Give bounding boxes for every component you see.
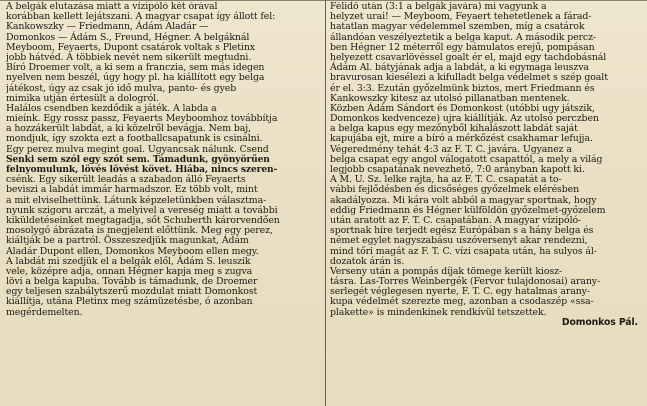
left-column-text-line: mieínk. Egy rossz passz, Feyaerts Meyboomhoz továbbítja (6, 113, 278, 125)
right-column-text-line: a belga kapus egy mezőnyből kihalászott labdát saját (330, 123, 578, 135)
left-column-text-line: kiküldetéseinket megtagadja, sőt Schuberth károrvendően (6, 214, 280, 226)
column-divider (325, 0, 326, 406)
left-column-text-line: megérdemelten. (6, 306, 83, 318)
left-column-text-line: a mit elviselhettünk. Látunk képzeletünkben választma- (6, 194, 267, 206)
left-column-text-line: A belgák elutazása miatt a vízipóló két órával (6, 2, 218, 12)
right-column-text-line: serlegét véglegesen nyerte, F. T. C. egy hatalmas arany- (330, 286, 590, 298)
right-column-text-line: Félidő után (3:1 a belgák javára) mi vagyunk a (330, 2, 547, 12)
right-column-text-line: német egylet nagyszabásu uszóversenyt akar rendezni, (330, 235, 588, 247)
right-column-text-line: vábbi fejlődésben és dicsőséges győzelmek elérésben (330, 184, 580, 196)
left-column-text-line: mosolygó ábrázata is megjelent előttünk. Meg egy perez, (6, 225, 273, 237)
left-column-text-line: Bíró Droemer volt, a ki sem a franczia, sem más idegen (6, 62, 265, 74)
left-column-text-line: A labdát mi szedjük el a belgák elől, Ádám S. leuszik (6, 255, 251, 267)
right-column-text-line: belga csapat egy angol válogatott csapattól, a mely a világ (330, 153, 603, 165)
left-column-text-line: a hozzákerült labdát, a ki közelről bevágja. Nem baj, (6, 123, 251, 135)
right-column-text-line: Domonkos kedvenceze) ujra kiállítják. Az utolsó perczben (330, 113, 599, 125)
right-column-text-line: ér el. 3:3. Ezután győzelmünk biztos, mert Friedmann és (330, 82, 595, 94)
right-column-text-line: kupa védelmét szerezte meg, azonban a csodaszép «ssa- (330, 296, 594, 308)
left-column-text-line: nyelven nem beszél, úgy hogy pl. ha kiállított egy belga (6, 72, 265, 84)
right-column-text-line: helyezett csavarlövéssel goalt ér el, majd egy tachdobásnál (330, 51, 607, 63)
left-column-text-line: Kankowszky — Friedmann, Ádám Aladár — (6, 21, 209, 33)
right-column-text-line: Végeredmény tehát 4:3 az F. T. C. javára. Ugyanez a (330, 143, 572, 155)
right-column-text-line: tásra. Las-Torres Weinbergék (Fervor tulajdonosai) arany- (330, 276, 601, 288)
right-column-text-line: plakette» is mindenkinek rendkívül tetszettek. (330, 306, 547, 318)
left-column-text-line: nyunk szigoru arczát, a melyivel a vereség miatt a további (6, 204, 278, 216)
right-column-text-line: Közben Ádám Sándort és Domonkost (utóbbi ugy játszik, (330, 102, 595, 114)
top-border (0, 0, 647, 1)
right-column-text-line: hatatlan magyar védelemmel szemben, míg a csatárok (330, 21, 585, 33)
left-column-text-line: korábban kellett lejátszani. A magyar csapat így állott fel: (6, 11, 276, 23)
left-column-text-line: Senki sem szól egy szót sem. Támadunk, gyönyörűen (6, 153, 270, 165)
left-column-text-line: Aladár Dupont ellen, Domonkos Meyboom ellen megy. (6, 245, 259, 257)
left-column-text-line: kiáltják be a partról. Összeszedjük magunkat, Ádám (6, 235, 249, 247)
right-column-text-line: sportnak híre terjedt egész Európában s a hány belga és (330, 225, 594, 237)
right-column-text-line: állandóan veszélyeztetik a belga kaput. A második percz- (330, 31, 596, 43)
right-column-text-line: akadályozza. Mi kára volt abból a magyar sportnak, hogy (330, 194, 597, 206)
left-column-text-line: Meyboom, Feyaerts, Dupont csatárok voltak s Pletinx (6, 41, 255, 53)
right-column-text-line: Ádám Al. bátyjának adja a labdát, a ki egymaga leuszva (330, 62, 589, 74)
left-column-text-line: Halálos csendben kezdődik a játék. A labda a (6, 102, 217, 114)
left-column-text-line: egy teljesen szabálytszerű mozdulat miatt Domonkost (6, 286, 258, 298)
right-column-text-line: kapujába ejt, mire a bíró a mérkőzést csakhamar lefujja. (330, 133, 593, 145)
right-column-text-line: helyzet urai! — Meyboom, Feyaert tehetetlenek a fárad- (330, 11, 592, 23)
left-column-text-line: vele, középre adja, onnan Hégner kapja meg s zugva (6, 265, 253, 277)
right-column-text-line: Verseny után a pompás díjak tömege került kiosz- (330, 265, 562, 277)
right-column-text-line: Kankowszky kitesz az utolsó pillanatban mentenek. (330, 92, 570, 104)
left-column-text-line: mimika utján értesült a dologról. (6, 92, 159, 104)
right-column-text-line: bravurosan kiesélezi a kifulladt belga védelmet s szép goalt (330, 72, 608, 84)
author-signature: Domonkos Pál. (561, 316, 638, 328)
left-column-text-line: Domonkos — Ádám S., Freund, Hégner. A belgáknál (6, 31, 250, 43)
left-column-text-line: felnyomulunk, lövés lövést követ. Hiába, nincs szeren- (6, 164, 278, 175)
right-column-text-line: mind tőri magát az F. T. C. vízi csapata után, ha sulyos ál- (330, 245, 597, 257)
right-column-text-line: ben Hégner 12 méterről egy bámulatos erejű, pompásan (330, 41, 595, 53)
left-column-text-line: csénk. Egy sikerült leadás a szabadon álló Feyaerts (6, 174, 246, 186)
right-column-text-line: legjobb csapatának nevezhető, 7:0 arányban kapott ki. (330, 164, 585, 175)
left-column-text-line: jobb hátvéd. A többiek nevét nem sikerült megtudni. (6, 51, 252, 63)
left-column (6, 2, 320, 402)
left-column-text-line: beviszi a labdát immár harmadszor. Ez több volt, mint (6, 184, 258, 196)
left-column-text-line: mondjuk, így szokta ezt a footballcsapatunk is csinálni. (6, 133, 263, 145)
right-column-text-line: eddig Friedmann és Hégner külföldön győzelmet-győzelem (330, 204, 606, 216)
right-column-text-line: A M. U. Sz. lelke rajta, ha az F. T. C. csapatát a to- (330, 174, 562, 186)
right-column-text-line: dozatok árán is. (330, 255, 405, 267)
left-column-text-line: kiállítja, utána Pletinx meg számüzetésbe, ó azonban (6, 296, 253, 308)
left-column-text-line: Egy perez mulva megint goal. Ugyancsak nálunk. Csend (6, 143, 269, 155)
right-column-text-line: után aratott az F. T. C. csapatában. A magyar vízipóló- (330, 214, 582, 226)
left-column-text-line: lövi a belga kapuba. Tovább is támadunk, de Droemer (6, 276, 258, 288)
left-column-text-line: játékost, úgy az csak jó idő mulva, panto- és gyeb (6, 82, 237, 94)
right-column (330, 2, 638, 402)
